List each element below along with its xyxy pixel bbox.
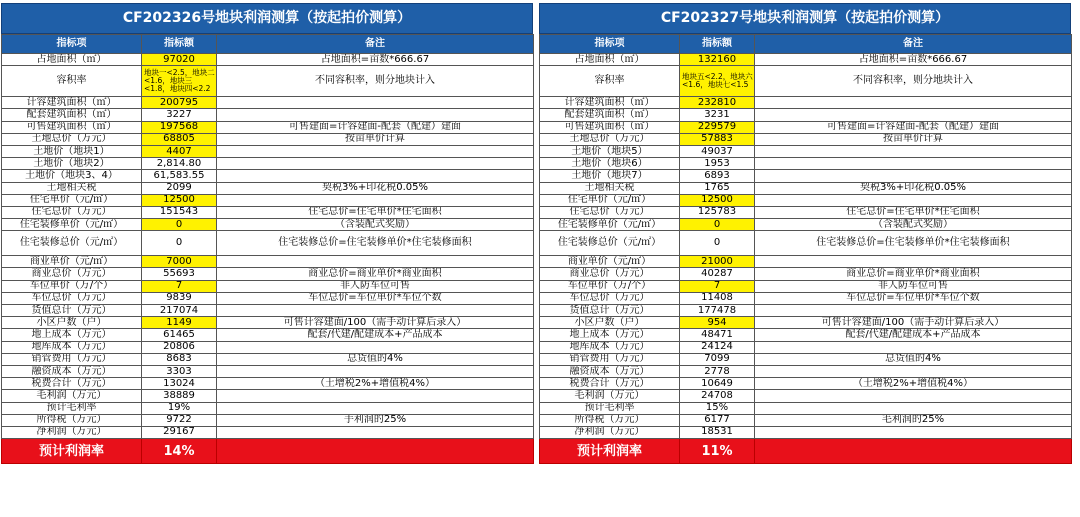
- table-row: [540, 353, 1072, 365]
- table-row: [2, 280, 534, 292]
- table-row: [2, 206, 534, 218]
- metric-value: 7000: [142, 256, 217, 268]
- table-row: [2, 66, 534, 97]
- metric-value: 15%: [680, 402, 755, 414]
- metric-label: 货值总计（万元）: [540, 305, 680, 317]
- footer-label: 预计利润率: [540, 439, 680, 464]
- metric-value: 1149: [142, 317, 217, 329]
- table-row: [540, 390, 1072, 402]
- metric-value: 200795: [142, 97, 217, 109]
- metric-note: [217, 170, 534, 182]
- metric-value: 3227: [142, 109, 217, 121]
- metric-note: 商业总价=商业单价*商业面积: [217, 268, 534, 280]
- metric-note: 不同容积率，则分地块计入: [755, 66, 1072, 97]
- table-row: [540, 292, 1072, 304]
- metric-value: 12500: [142, 194, 217, 206]
- metric-value: 29167: [142, 426, 217, 438]
- metric-label: 土地价（地块2）: [2, 158, 142, 170]
- table-row: [540, 145, 1072, 157]
- metric-label: 所得税（万元）: [540, 414, 680, 426]
- table-row: [2, 158, 534, 170]
- metric-note: 车位总价=车位单价*车位个数: [217, 292, 534, 304]
- table-row: [2, 341, 534, 353]
- metric-value: 21000: [680, 256, 755, 268]
- metric-note: [217, 97, 534, 109]
- table-row: [2, 305, 534, 317]
- metric-value: 24124: [680, 341, 755, 353]
- metric-label: 土地价（地块5）: [540, 145, 680, 157]
- metric-label: 销管费用（万元）: [540, 353, 680, 365]
- metric-note: （含装配式奖励）: [755, 219, 1072, 231]
- metric-value: 2778: [680, 365, 755, 377]
- footer-row: [2, 439, 534, 464]
- metric-label: 土地价（地块3、4）: [2, 170, 142, 182]
- metric-value: 132160: [680, 54, 755, 66]
- table-row: [540, 414, 1072, 426]
- table-row: [540, 329, 1072, 341]
- metric-label: 配套建筑面积（㎡）: [540, 109, 680, 121]
- table-row: [540, 158, 1072, 170]
- metric-value: 4407: [142, 145, 217, 157]
- metric-value: 40287: [680, 268, 755, 280]
- metric-label: 可售建筑面积（㎡）: [540, 121, 680, 133]
- metric-note: [755, 97, 1072, 109]
- table-row: [2, 121, 534, 133]
- metric-value: 217074: [142, 305, 217, 317]
- table-row: [540, 231, 1072, 256]
- metric-note: 不同容积率，则分地块计入: [217, 66, 534, 97]
- metric-note: 可售建面=计容建面-配套（配建）建面: [755, 121, 1072, 133]
- metric-note: [755, 194, 1072, 206]
- metric-label: 融资成本（万元）: [540, 365, 680, 377]
- metric-value: 6177: [680, 414, 755, 426]
- metric-label: 住宅总价（万元）: [2, 206, 142, 218]
- table-row: [2, 268, 534, 280]
- metric-value: 38889: [142, 390, 217, 402]
- metric-note: 非人防车位可售: [217, 280, 534, 292]
- metric-label: 土地价（地块7）: [540, 170, 680, 182]
- metric-label: 融资成本（万元）: [2, 365, 142, 377]
- metric-label: 地库成本（万元）: [2, 341, 142, 353]
- metric-value: 0: [142, 231, 217, 256]
- metric-label: 土地总价（万元）: [2, 133, 142, 145]
- header-amount: 指标额: [680, 35, 755, 54]
- metric-value: 20806: [142, 341, 217, 353]
- metric-value: 1953: [680, 158, 755, 170]
- metric-value: 18531: [680, 426, 755, 438]
- metric-label: 车位总价（万元）: [2, 292, 142, 304]
- metric-value: 2099: [142, 182, 217, 194]
- metric-value: 6893: [680, 170, 755, 182]
- metric-note: 总货值的4%: [217, 353, 534, 365]
- table-row: [2, 365, 534, 377]
- table-row: [2, 378, 534, 390]
- metric-value: 24708: [680, 390, 755, 402]
- metric-note: [217, 426, 534, 438]
- metric-value: 232810: [680, 97, 755, 109]
- metric-label: 容积率: [2, 66, 142, 97]
- metric-label: 容积率: [540, 66, 680, 97]
- metric-note: 非人防车位可售: [755, 280, 1072, 292]
- metric-note: （含装配式奖励）: [217, 219, 534, 231]
- metric-note: 占地面积=亩数*666.67: [217, 54, 534, 66]
- metric-value: 97020: [142, 54, 217, 66]
- metric-label: 可售建筑面积（㎡）: [2, 121, 142, 133]
- metric-value: 68805: [142, 133, 217, 145]
- metric-note: [217, 365, 534, 377]
- footer-blank: [755, 439, 1072, 464]
- metric-note: [755, 426, 1072, 438]
- metric-value: 48471: [680, 329, 755, 341]
- table-title: CF202327号地块利润测算（按起拍价测算）: [539, 3, 1071, 34]
- footer-row: [540, 439, 1072, 464]
- metric-value: 地块一<2.5，地块二<1.6，地块三<1.8，地块四<2.2: [142, 66, 217, 97]
- metric-value: 49037: [680, 145, 755, 157]
- metric-label: 净利润（万元）: [540, 426, 680, 438]
- metric-label: 土地总价（万元）: [540, 133, 680, 145]
- table-row: [540, 121, 1072, 133]
- table-row: [540, 402, 1072, 414]
- metric-note: [217, 402, 534, 414]
- metric-note: 商业总价=商业单价*商业面积: [755, 268, 1072, 280]
- metric-note: 契税3%+印花税0.05%: [217, 182, 534, 194]
- header-note: 备注: [755, 35, 1072, 54]
- metric-note: [217, 390, 534, 402]
- metric-note: 按亩单价计算: [217, 133, 534, 145]
- metric-label: 车位单价（万/个）: [540, 280, 680, 292]
- table-row: [2, 329, 534, 341]
- metric-note: [755, 365, 1072, 377]
- table-row: [2, 182, 534, 194]
- metric-label: 商业总价（万元）: [540, 268, 680, 280]
- metric-value: 197568: [142, 121, 217, 133]
- table-row: [2, 292, 534, 304]
- header-metric: 指标项: [540, 35, 680, 54]
- header-metric: 指标项: [2, 35, 142, 54]
- metric-label: 占地面积（㎡）: [2, 54, 142, 66]
- table-row: [540, 66, 1072, 97]
- metric-note: [755, 402, 1072, 414]
- metric-value: 151543: [142, 206, 217, 218]
- metric-value: 12500: [680, 194, 755, 206]
- metric-label: 计容建筑面积（㎡）: [540, 97, 680, 109]
- metric-label: 住宅装修总价（元/㎡）: [540, 231, 680, 256]
- metric-value: 10649: [680, 378, 755, 390]
- metric-value: 13024: [142, 378, 217, 390]
- table-row: [2, 353, 534, 365]
- metric-label: 计容建筑面积（㎡）: [2, 97, 142, 109]
- metric-value: 11408: [680, 292, 755, 304]
- table-row: [2, 414, 534, 426]
- metric-label: 税费合计（万元）: [540, 378, 680, 390]
- table-row: [2, 133, 534, 145]
- metric-note: [217, 305, 534, 317]
- metric-note: [755, 170, 1072, 182]
- metric-note: 配套/代建/配建成本+产品成本: [755, 329, 1072, 341]
- table-row: [540, 341, 1072, 353]
- metric-label: 毛利润（万元）: [2, 390, 142, 402]
- table-row: [540, 97, 1072, 109]
- header-amount: 指标额: [142, 35, 217, 54]
- metric-note: 车位总价=车位单价*车位个数: [755, 292, 1072, 304]
- metric-note: 住宅总价=住宅单价*住宅面积: [755, 206, 1072, 218]
- metric-note: 住宅装修总价=住宅装修单价*住宅装修面积: [755, 231, 1072, 256]
- metric-value: 3303: [142, 365, 217, 377]
- metric-label: 商业单价（元/㎡）: [540, 256, 680, 268]
- table-row: [540, 426, 1072, 438]
- table-row: [2, 219, 534, 231]
- metric-value: 3231: [680, 109, 755, 121]
- profit-table-left: [1, 3, 533, 516]
- metric-label: 车位单价（万/个）: [2, 280, 142, 292]
- metric-note: 配套/代建/配建成本+产品成本: [217, 329, 534, 341]
- metric-note: [217, 341, 534, 353]
- table-row: [540, 109, 1072, 121]
- metric-label: 商业单价（元/㎡）: [2, 256, 142, 268]
- table-title: CF202326号地块利润测算（按起拍价测算）: [1, 3, 533, 34]
- table-row: [540, 170, 1072, 182]
- metric-label: 销管费用（万元）: [2, 353, 142, 365]
- metric-note: 住宅装修总价=住宅装修单价*住宅装修面积: [217, 231, 534, 256]
- metric-label: 地上成本（万元）: [540, 329, 680, 341]
- table-row: [540, 280, 1072, 292]
- metrics-table: [539, 34, 1072, 464]
- table-row: [540, 256, 1072, 268]
- footer-label: 预计利润率: [2, 439, 142, 464]
- metric-value: 7: [142, 280, 217, 292]
- metric-note: 按亩单价计算: [755, 133, 1072, 145]
- header-note: 备注: [217, 35, 534, 54]
- metric-label: 土地价（地块1）: [2, 145, 142, 157]
- metric-value: 125783: [680, 206, 755, 218]
- table-row: [540, 378, 1072, 390]
- metric-note: 可售建面=计容建面-配套（配建）建面: [217, 121, 534, 133]
- metrics-table: [1, 34, 534, 464]
- metric-value: 1765: [680, 182, 755, 194]
- metric-label: 地上成本（万元）: [2, 329, 142, 341]
- metric-note: [217, 194, 534, 206]
- metric-value: 0: [680, 231, 755, 256]
- table-row: [2, 194, 534, 206]
- metric-label: 净利润（万元）: [2, 426, 142, 438]
- metric-value: 61465: [142, 329, 217, 341]
- metric-note: [755, 145, 1072, 157]
- table-row: [2, 170, 534, 182]
- table-row: [2, 54, 534, 66]
- metric-label: 小区户数（户）: [2, 317, 142, 329]
- table-row: [540, 206, 1072, 218]
- table-row: [540, 268, 1072, 280]
- metric-value: 19%: [142, 402, 217, 414]
- metric-note: 住宅总价=住宅单价*住宅面积: [217, 206, 534, 218]
- table-row: [2, 109, 534, 121]
- metric-value: 229579: [680, 121, 755, 133]
- metric-note: [755, 158, 1072, 170]
- metric-note: （土增税2%+增值税4%）: [217, 378, 534, 390]
- metric-value: 55693: [142, 268, 217, 280]
- metric-label: 车位总价（万元）: [540, 292, 680, 304]
- table-row: [2, 231, 534, 256]
- metric-value: 177478: [680, 305, 755, 317]
- metric-label: 商业总价（万元）: [2, 268, 142, 280]
- metric-note: 毛利润的25%: [755, 414, 1072, 426]
- table-row: [2, 426, 534, 438]
- table-row: [2, 145, 534, 157]
- metric-note: [217, 109, 534, 121]
- metric-label: 占地面积（㎡）: [540, 54, 680, 66]
- metric-note: [755, 305, 1072, 317]
- metric-value: 57883: [680, 133, 755, 145]
- metric-value: 7099: [680, 353, 755, 365]
- metric-label: 住宅装修单价（元/㎡）: [2, 219, 142, 231]
- metric-note: 契税3%+印花税0.05%: [755, 182, 1072, 194]
- metric-label: 毛利润（万元）: [540, 390, 680, 402]
- table-row: [540, 317, 1072, 329]
- table-row: [540, 133, 1072, 145]
- metric-value: 0: [142, 219, 217, 231]
- metric-label: 税费合计（万元）: [2, 378, 142, 390]
- metric-value: 954: [680, 317, 755, 329]
- metric-note: 手利润的25%: [217, 414, 534, 426]
- metric-value: 61,583.55: [142, 170, 217, 182]
- metric-label: 所得税（万元）: [2, 414, 142, 426]
- metric-label: 小区户数（户）: [540, 317, 680, 329]
- table-row: [540, 365, 1072, 377]
- metric-note: 总货值的4%: [755, 353, 1072, 365]
- metric-note: [217, 256, 534, 268]
- metric-value: 0: [680, 219, 755, 231]
- footer-blank: [217, 439, 534, 464]
- metric-label: 住宅单价（元/㎡）: [2, 194, 142, 206]
- metric-note: 占地面积=亩数*666.67: [755, 54, 1072, 66]
- table-row: [2, 402, 534, 414]
- metric-label: 配套建筑面积（㎡）: [2, 109, 142, 121]
- metric-label: 土地相关税: [540, 182, 680, 194]
- metric-value: 8683: [142, 353, 217, 365]
- metric-label: 货值总计（万元）: [2, 305, 142, 317]
- metric-note: [217, 158, 534, 170]
- table-row: [2, 256, 534, 268]
- metric-value: 7: [680, 280, 755, 292]
- metric-label: 预计毛利率: [2, 402, 142, 414]
- metric-label: 预计毛利率: [540, 402, 680, 414]
- metric-note: [755, 341, 1072, 353]
- metric-label: 土地价（地块6）: [540, 158, 680, 170]
- footer-value: 11%: [680, 439, 755, 464]
- table-row: [2, 390, 534, 402]
- table-row: [540, 194, 1072, 206]
- metric-label: 地库成本（万元）: [540, 341, 680, 353]
- metric-label: 住宅单价（元/㎡）: [540, 194, 680, 206]
- metric-value: 9839: [142, 292, 217, 304]
- metric-note: [217, 145, 534, 157]
- footer-value: 14%: [142, 439, 217, 464]
- metric-note: 可售计容建面/100（需手动计算后录入）: [755, 317, 1072, 329]
- profit-table-right: [539, 3, 1071, 516]
- metric-label: 住宅总价（万元）: [540, 206, 680, 218]
- metric-note: 可售计容建面/100（需手动计算后录入）: [217, 317, 534, 329]
- metric-label: 住宅装修总价（元/㎡）: [2, 231, 142, 256]
- metric-label: 土地相关税: [2, 182, 142, 194]
- table-row: [540, 54, 1072, 66]
- metric-note: [755, 390, 1072, 402]
- metric-note: （土增税2%+增值税4%）: [755, 378, 1072, 390]
- table-row: [540, 182, 1072, 194]
- metric-value: 9722: [142, 414, 217, 426]
- metric-note: [755, 109, 1072, 121]
- metric-value: 2,814.80: [142, 158, 217, 170]
- metric-value: 地块五<2.2，地块六<1.6，地块七<1.5: [680, 66, 755, 97]
- metric-label: 住宅装修单价（元/㎡）: [540, 219, 680, 231]
- table-row: [540, 305, 1072, 317]
- table-row: [2, 317, 534, 329]
- table-row: [540, 219, 1072, 231]
- metric-note: [755, 256, 1072, 268]
- table-row: [2, 97, 534, 109]
